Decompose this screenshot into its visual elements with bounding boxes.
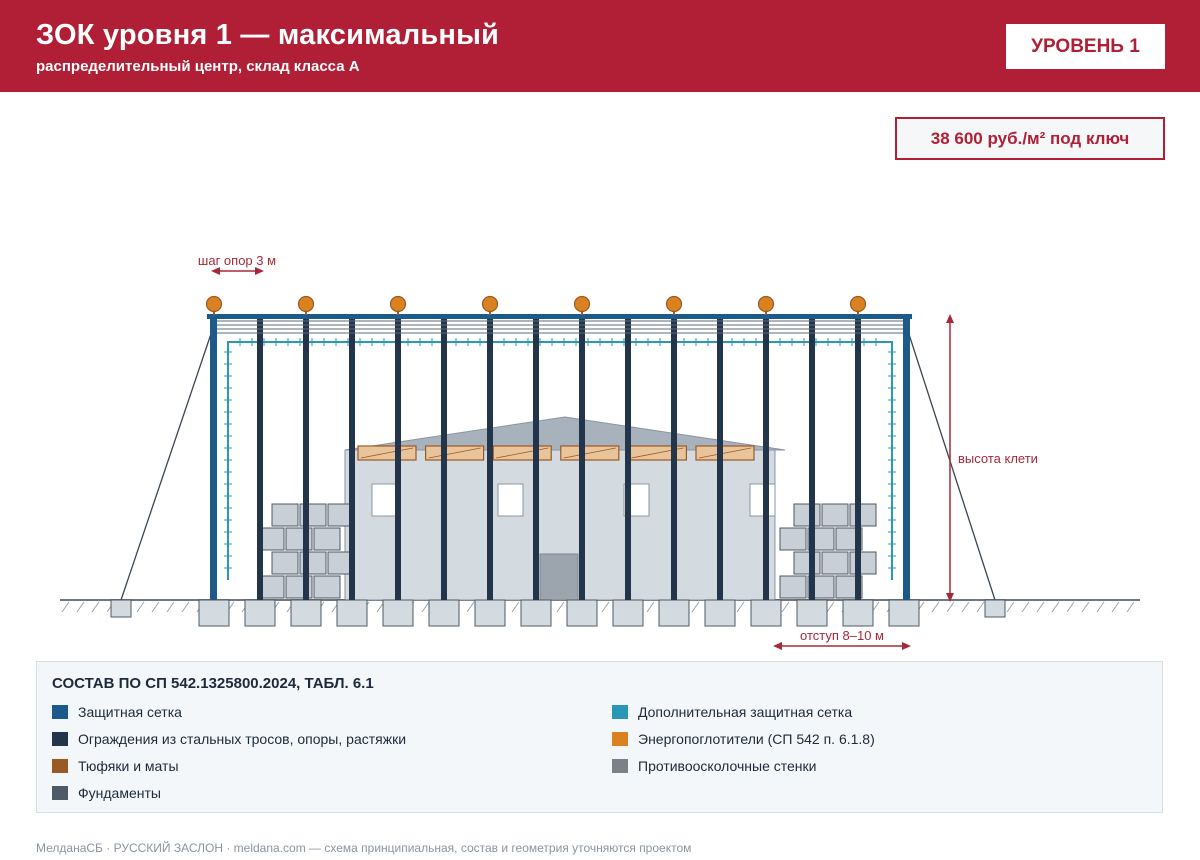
foundation-block: [797, 600, 827, 626]
foundation-block: [429, 600, 459, 626]
steel-post: [303, 318, 309, 600]
foundation-block: [843, 600, 873, 626]
ground-hatch: [782, 602, 789, 612]
legend-item: [612, 758, 816, 774]
steel-post: [395, 318, 401, 600]
foundation-block: [567, 600, 597, 626]
anti-fragment-block: [314, 528, 340, 550]
legend-label: Дополнительная защитная сетка: [638, 704, 853, 720]
anti-fragment-block: [780, 576, 806, 598]
ground-hatch: [167, 602, 174, 612]
level-badge: УРОВЕНЬ 1: [1006, 24, 1165, 69]
ground-hatch: [137, 602, 144, 612]
page-title: ЗОК уровня 1 — максимальный: [36, 19, 500, 51]
offset-label: отступ 8–10 м: [800, 628, 884, 643]
warehouse-window: [498, 484, 523, 516]
legend-item: [612, 731, 875, 747]
legend-label: Ограждения из стальных тросов, опоры, растяжки: [78, 731, 407, 747]
foundation-block: [291, 600, 321, 626]
foundation-block: [337, 600, 367, 626]
energy-absorber: [575, 297, 590, 312]
anchor-block-right: [985, 600, 1005, 617]
steel-post: [763, 318, 769, 600]
ground-hatch: [182, 602, 189, 612]
ground-hatch: [1097, 602, 1104, 612]
ground-hatch: [827, 602, 834, 612]
legend-swatch: [52, 732, 68, 746]
legend-item: [52, 785, 161, 801]
anti-fragment-block: [822, 552, 848, 574]
steel-post: [533, 318, 539, 600]
price-box: 38 600 руб./м² под ключ: [895, 117, 1165, 160]
ground-hatch: [422, 602, 429, 612]
ground-hatch: [977, 602, 984, 612]
steel-post: [441, 318, 447, 600]
ground-hatch: [737, 602, 744, 612]
foundation-block: [659, 600, 689, 626]
foundation-block: [383, 600, 413, 626]
warehouse-window: [372, 484, 397, 516]
ground-hatch: [1082, 602, 1089, 612]
ground-hatch: [152, 602, 159, 612]
ground-hatch: [1007, 602, 1014, 612]
anti-fragment-block: [794, 552, 820, 574]
ground-hatch: [62, 602, 69, 612]
legend-item: [52, 731, 406, 747]
energy-absorber: [207, 297, 222, 312]
offset-dimension: [777, 628, 907, 646]
steel-post: [671, 318, 677, 600]
page-subtitle: распределительный центр, склад класса А: [36, 58, 360, 75]
cage-height-label: высота клети: [958, 451, 1038, 466]
support-step-label: шаг опор 3 м: [197, 253, 277, 268]
ground-hatch: [512, 602, 519, 612]
ground-hatch: [1022, 602, 1029, 612]
foundation-block: [199, 600, 229, 626]
steel-post: [855, 318, 861, 600]
anti-fragment-block: [272, 552, 298, 574]
guy-wire-left: [121, 325, 214, 600]
foundation-block: [889, 600, 919, 626]
foundation-block: [245, 600, 275, 626]
energy-absorber: [483, 297, 498, 312]
legend-swatch: [612, 759, 628, 773]
legend-label: Энергопоглотители (СП 542 п. 6.1.8): [638, 731, 875, 747]
foundations: [199, 600, 919, 626]
legend-panel: [36, 661, 1163, 813]
ground-hatch: [947, 602, 954, 612]
ground-hatch: [1037, 602, 1044, 612]
steel-post: [257, 318, 263, 600]
steel-post: [809, 318, 815, 600]
ground-hatch: [1052, 602, 1059, 612]
steel-post: [625, 318, 631, 600]
warehouse-door: [540, 554, 578, 600]
ground-hatch: [932, 602, 939, 612]
legend-label: Тюфяки и маты: [78, 758, 179, 774]
ground-hatch: [962, 602, 969, 612]
anti-fragment-block: [822, 504, 848, 526]
anti-fragment-block: [314, 576, 340, 598]
foundation-block: [475, 600, 505, 626]
steel-post: [349, 318, 355, 600]
legend-swatch: [612, 732, 628, 746]
ground-hatch: [1127, 602, 1134, 612]
legend-label: Противоосколочные стенки: [638, 758, 817, 774]
foundation-block: [613, 600, 643, 626]
anti-fragment-block: [850, 552, 876, 574]
steel-post: [487, 318, 493, 600]
energy-absorber: [667, 297, 682, 312]
anti-fragment-block: [794, 504, 820, 526]
anti-fragment-block: [272, 504, 298, 526]
legend-label: Фундаменты: [78, 785, 161, 801]
legend-label: Защитная сетка: [78, 704, 182, 720]
foundation-block: [521, 600, 551, 626]
ground-hatch: [647, 602, 654, 612]
protective-net-side-left: [210, 316, 217, 600]
ground-hatch: [77, 602, 84, 612]
energy-absorbers: [207, 297, 866, 316]
warehouse-window: [750, 484, 775, 516]
anti-fragment-block: [850, 504, 876, 526]
protective-net-top-beam: [207, 314, 912, 319]
cage-height-dimension: [950, 318, 1038, 598]
ground-hatch: [602, 602, 609, 612]
footer-note: МелданаСБ · РУССКИЙ ЗАСЛОН · meldana.com — схема принципиальная, состав и геометрия уточняются проектом: [36, 841, 692, 855]
legend-title: СОСТАВ ПО СП 542.1325800.2024, ТАБЛ. 6.1: [52, 675, 374, 692]
ground-hatch: [92, 602, 99, 612]
steel-post: [579, 318, 585, 600]
energy-absorber: [851, 297, 866, 312]
steel-cable-fence: [214, 321, 906, 333]
ground-hatch: [692, 602, 699, 612]
legend-swatch: [612, 705, 628, 719]
protective-net-side-right: [903, 316, 910, 600]
legend-item: [52, 758, 179, 774]
ground-hatch: [1067, 602, 1074, 612]
legend-swatch: [52, 759, 68, 773]
ground-hatch: [557, 602, 564, 612]
support-step-dimension: [198, 253, 276, 271]
anti-fragment-block: [780, 528, 806, 550]
ground-hatch: [1112, 602, 1119, 612]
anchor-block-left: [111, 600, 131, 617]
energy-absorber: [299, 297, 314, 312]
foundation-block: [705, 600, 735, 626]
steel-post: [717, 318, 723, 600]
ground-hatch: [467, 602, 474, 612]
legend-item: [52, 704, 182, 720]
legend-item: [612, 704, 852, 720]
legend-swatch: [52, 786, 68, 800]
energy-absorber: [759, 297, 774, 312]
energy-absorber: [391, 297, 406, 312]
foundation-block: [751, 600, 781, 626]
legend-swatch: [52, 705, 68, 719]
